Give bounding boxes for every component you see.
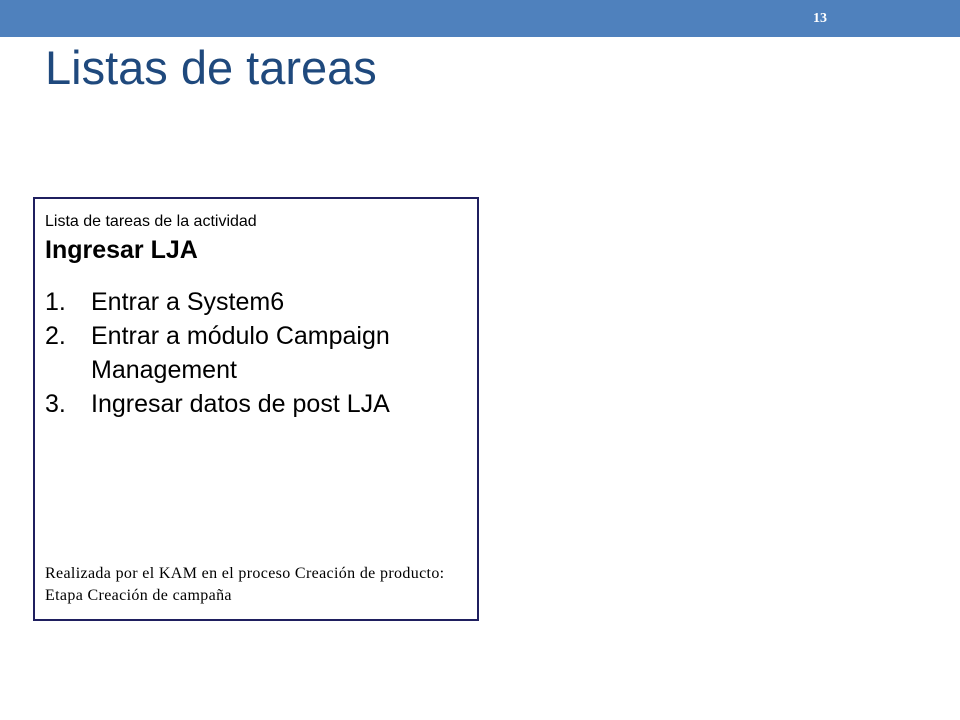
task-text: Ingresar datos de post LJA <box>91 390 390 418</box>
slide-number: 13 <box>813 11 827 26</box>
task-text: Entrar a System6 <box>91 288 285 316</box>
task-list <box>45 285 467 421</box>
task-item-3 <box>45 387 467 421</box>
top-bar <box>0 0 960 37</box>
task-number: 2. <box>45 322 66 350</box>
task-item-1 <box>45 285 467 319</box>
task-box-subtitle: Lista de tareas de la actividad <box>45 213 257 230</box>
task-number: 1. <box>45 288 66 316</box>
task-list-box <box>33 197 479 621</box>
task-item-2 <box>45 319 467 387</box>
task-number: 3. <box>45 390 66 418</box>
task-text: Entrar a módulo Campaign Management <box>91 322 390 384</box>
task-box-footer: Realizada por el KAM en el proceso Creación de producto: Etapa Creación de campaña <box>45 565 445 604</box>
task-box-heading: Ingresar LJA <box>45 236 198 264</box>
slide-title: Listas de tareas <box>45 41 377 94</box>
